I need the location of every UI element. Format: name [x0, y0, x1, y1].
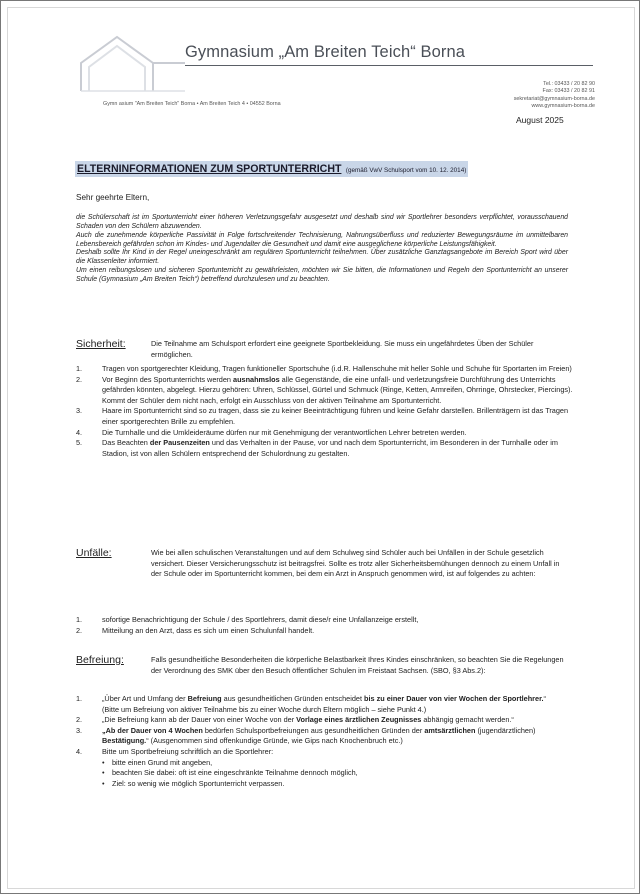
section-intro: Falls gesundheitliche Besonderheiten die körperliche Belastbarkeit Ihres Kindes einschränken, so beachten Sie die Regelungen der Verordnung des SMK über den Besuch öffentlicher Schulen im Freistaat Sachsen. (SBO, §3 Abs.2):	[151, 655, 564, 675]
section-intro: Wie bei allen schulischen Veranstaltungen und auf dem Schulweg sind Schüler auch bei Unfällen in der Schule gesetzlich versichert. Dieser Versicherungsschutz ist beitragsfrei. Sollte es trotz aller Sicherheitsbemühungen dennoch zu einem Unfall in der Schule oder im Sportunterricht kommen, bei dem ein Arzt in Anspruch genommen wird, ist auf folgendes zu achten:	[151, 548, 560, 579]
heading-reference: (gemäß VwV Schulsport vom 10. 12. 2014)	[345, 167, 467, 174]
intro-paragraph: die Schülerschaft ist im Sportunterricht einer höheren Verletzungsgefahr ausgesetzt und deshalb sind wir Sportlehrer besonders verpflichtet, vorausschauend Schaden von den Schülern abzuwenden.	[76, 214, 568, 230]
website: www.gymnasium-borna.de	[531, 103, 595, 110]
intro-paragraph: Um einen reibungslosen und sicheren Sportunterricht zu gewährleisten, möchten wir Sie bitten, die Informationen und Regeln den Sportunterricht an unserer Schule (Gymnasium „Am Breiten Teich“) betreffend durchzulesen und zu beachten.	[76, 267, 568, 283]
list-item: 3. Haare im Sportunterricht sind so zu tragen, dass sie zu keiner Beeinträchtigung führen und keine Gefahr darstellen. Brillenträgern ist das Tragen einer sportgerechten Brille zu empfehlen.	[76, 406, 569, 426]
list-item: 4. Bitte um Sportbefreiung schriftlich an die Sportlehrer:	[76, 746, 274, 756]
fax: Fax: 03433 / 20 82 91	[542, 88, 595, 95]
letterhead	[77, 29, 597, 124]
intro-paragraph: Auch die zunehmende körperliche Passivität in Folge fortschreitender Technisierung, Nahrungsüberfluss und reduzierter Bewegungsräume im unmittelbaren Lebensbereich gefährden schon im Kindes- und Jugendalter die Gesundheit und damit eine ausgeglichene körperliche Leistungsfähigkeit.	[76, 231, 568, 248]
list-item: 1. sofortige Benachrichtigung der Schule / des Sportlehrers, damit diese/r eine Unfallanzeige erstellt,	[76, 615, 419, 624]
section-sicherheit	[76, 338, 576, 538]
list-item: 1. „Über Art und Umfang der Befreiung aus gesundheitlichen Gründen entscheidet bis zu einer Dauer von vier Wochen der Sportlehrer.“ (Bitte um Befreiung von aktiver Teilnahme bis zu einer Woche durch Eltern möglich – siehe Punkt 4.)	[76, 694, 546, 714]
bullet-item: • beachten Sie dabei: oft ist eine eingeschränkte Teilnahme dennoch möglich,	[102, 768, 358, 778]
contact-block	[514, 81, 595, 111]
list-item: 2. „Die Befreiung kann ab der Dauer von einer Woche von der Vorlage eines ärztlichen Zeugnisses abhängig gemacht werden.“	[76, 715, 514, 725]
list-item: 5. Das Beachten der Pausenzeiten und das Verhalten in der Pause, vor und nach dem Sportunterricht, im Besonderen in der Turnhalle oder im Stadion, ist von allen Schülern entsprechend der Schulordnung zu gestalten.	[76, 438, 558, 458]
sender-address: Gymn asium "Am Breiten Teich" Borna • Am Breiten Teich 4 • 04552 Borna	[103, 101, 281, 107]
document-heading	[75, 161, 468, 177]
email: sekretariat@gymnasium-borna.de	[513, 95, 595, 102]
section-befreiung	[76, 654, 576, 864]
section-label: Sicherheit:	[76, 338, 126, 350]
list-item: 3. „Ab der Dauer von 4 Wochen bedürfen Schulsportbefreiungen aus gesundheitlichen Gründen der amtsärztlichen (jugendärztlichen) Bestätigung.“ (Ausgenommen sind offenkundige Gründe, wie Gips nach Knochenbruch etc.)	[76, 725, 536, 746]
letterhead-rule	[185, 65, 593, 66]
section-label: Befreiung:	[76, 654, 124, 666]
greeting: Sehr geehrte Eltern,	[76, 193, 150, 202]
heading-title: ELTERNINFORMATIONEN ZUM SPORTUNTERRICHT	[77, 163, 342, 175]
rules-list	[76, 364, 576, 459]
bullet-item: • bitte einen Grund mit angeben,	[102, 757, 213, 767]
letter-date: August 2025	[516, 115, 564, 125]
school-building-logo	[77, 29, 187, 99]
section-unfaelle	[76, 547, 576, 647]
tel: Tel.: 03433 / 20 82 90	[543, 81, 595, 87]
school-name: Gymnasium „Am Breiten Teich“ Borna	[185, 43, 466, 61]
list-item: 1. Tragen von sportgerechter Kleidung, Tragen funktioneller Sportschuhe (i.d.R. Hallenschuhe mit heller Sohle und Schuhe für Sportarten im Freien)	[76, 364, 572, 373]
list-item: 2. Mitteilung an den Arzt, dass es sich um einen Schulunfall handelt.	[76, 625, 315, 635]
intro-paragraph: Deshalb sollte Ihr Kind in der Regel uneingeschränkt am regulären Sportunterricht teilnehmen. Über zusätzliche Ganztagsangebote im Bereich Sport wird über die Klassenleiter informiert.	[76, 249, 568, 266]
section-label: Unfälle:	[76, 547, 112, 559]
bullet-item: • Ziel: so wenig wie möglich Sportunterricht verpassen.	[102, 778, 285, 788]
accident-steps-list	[76, 615, 576, 636]
list-item: 2. Vor Beginn des Sportunterrichts werden ausnahmslos alle Gegenstände, die eine unfall- und verletzungsfreie Durchführung des Unterrichts gefährden könnten, abgelegt. Hierzu gehören: Uhren, Schlüssel, Gürtel und Schmuck (Ringe, Ketten, Armreifen, Ohrringe, Ohrstecker, Piercings). Kommt der Schüler dem nicht nach, erfolgt ein Ausschluss von der aktiven Teilnahme am Sportunterricht.	[76, 374, 573, 405]
list-item: 4. Die Turnhalle und die Umkleideräume dürfen nur mit Genehmigung der verantwortlichen Lehrer betreten werden.	[76, 427, 467, 437]
bullet-list	[76, 758, 576, 790]
section-intro: Die Teilnahme am Schulsport erfordert eine geeignete Sportbekleidung. Sie muss ein ungefährdetes Üben der Schüler ermöglichen.	[151, 339, 534, 359]
exemption-list	[76, 694, 576, 789]
item-note: (Bitte um Befreiung von aktiver Teilnahme bis zu einer Woche durch Eltern möglich – siehe Punkt 4.)	[102, 704, 427, 714]
intro-text	[76, 214, 568, 285]
